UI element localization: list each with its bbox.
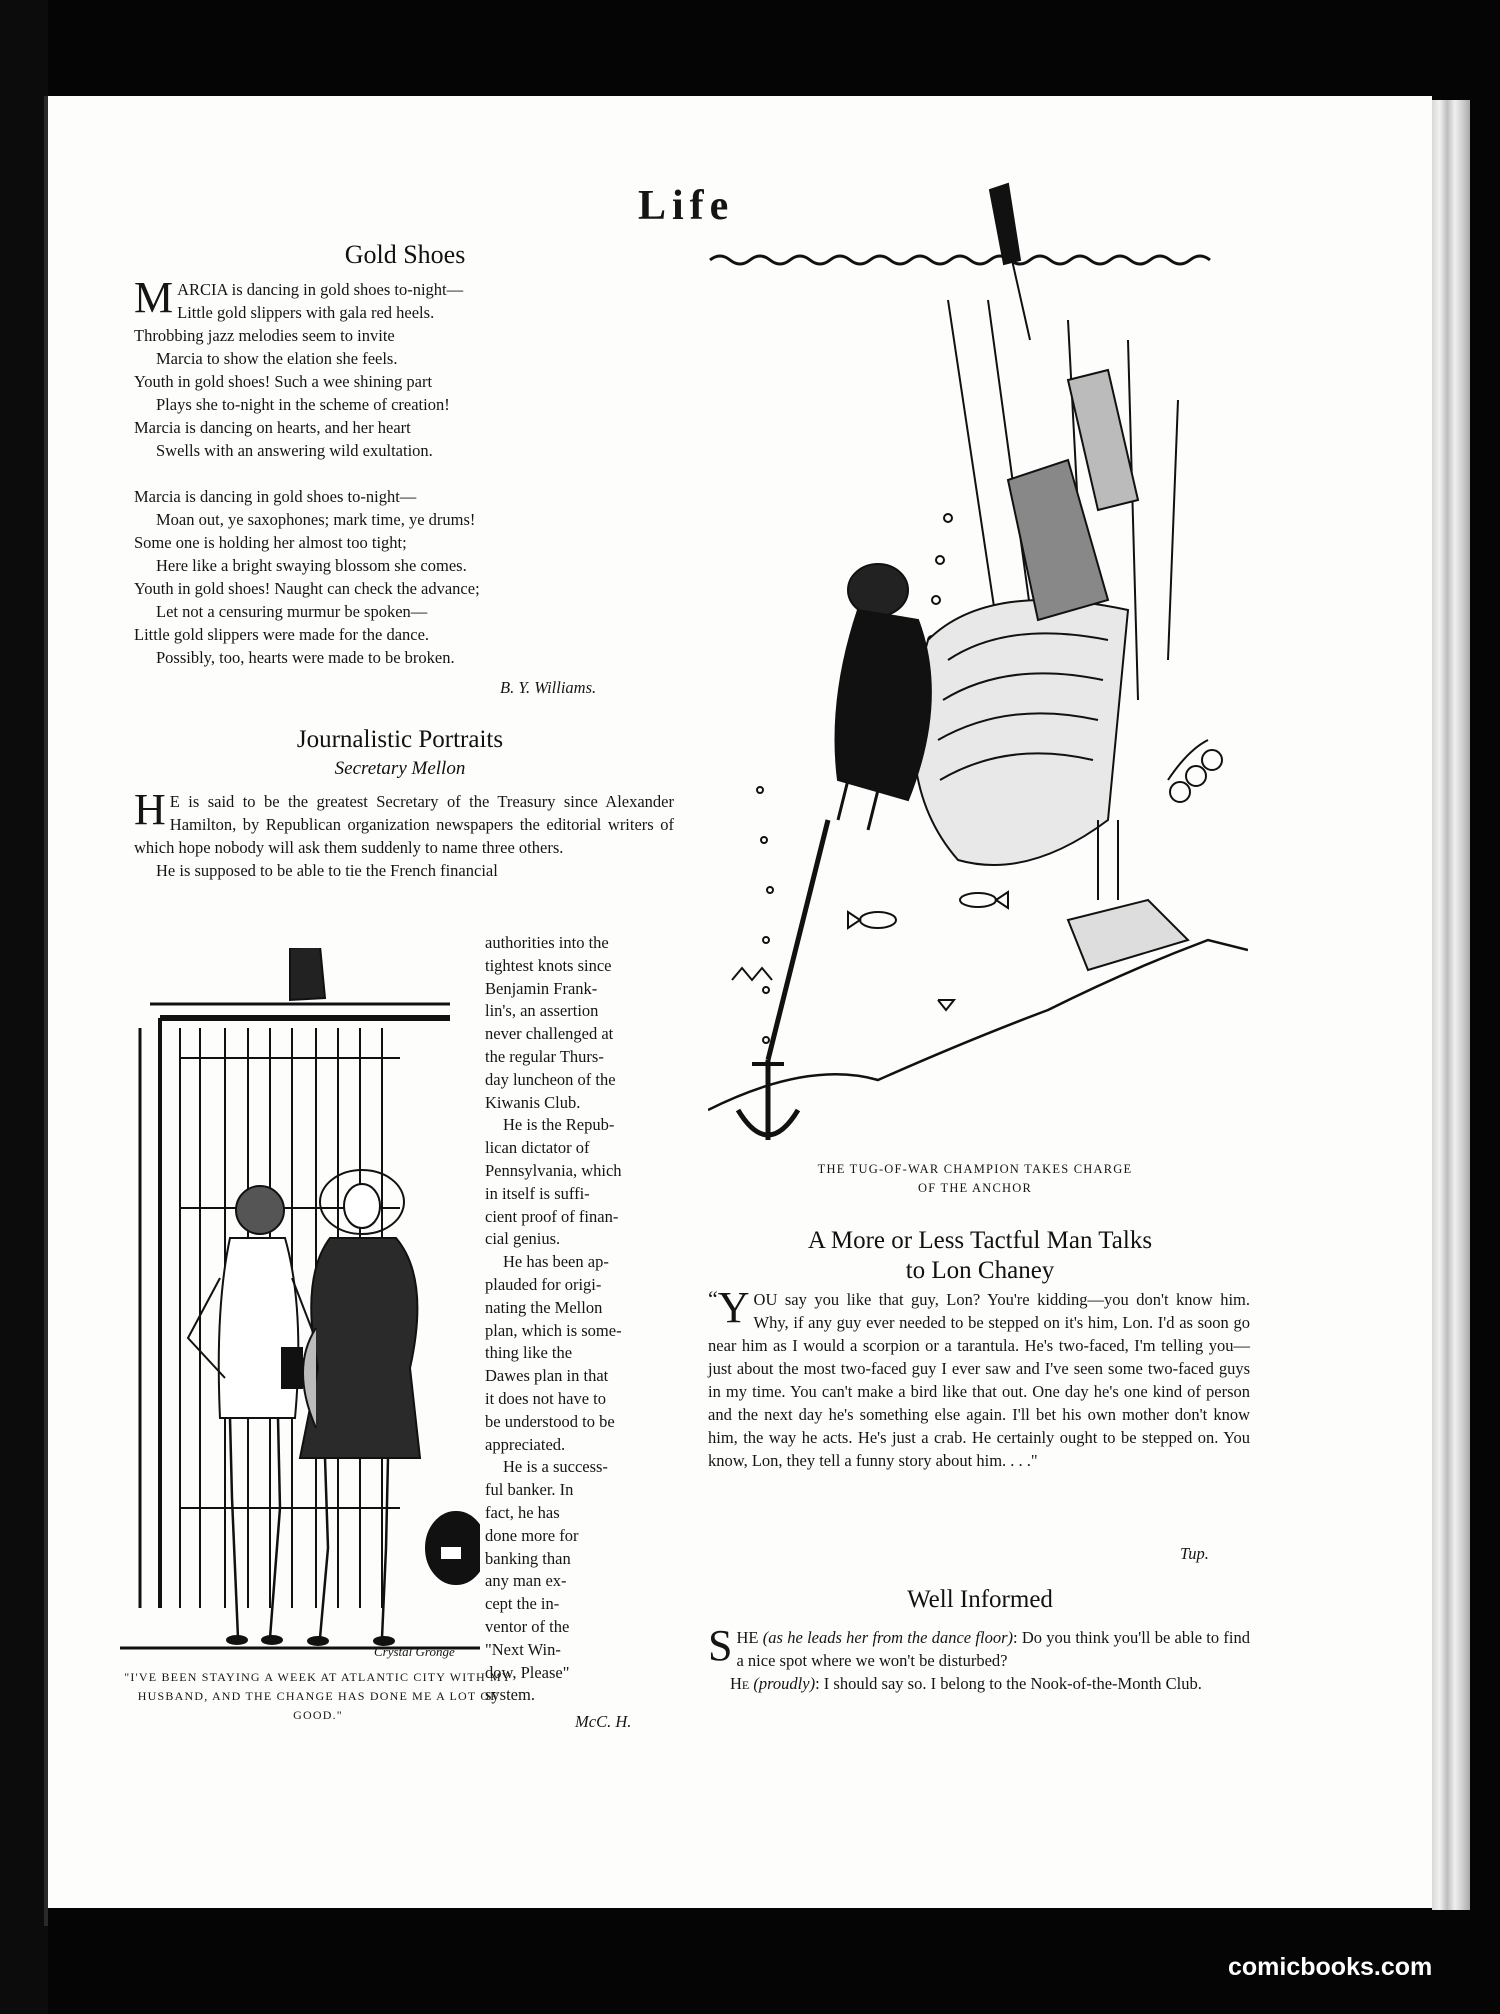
poem-line: Marcia is dancing in gold shoes to-night— [134, 487, 417, 506]
portraits-subtitle: Secretary Mellon [334, 758, 466, 779]
column-line: cial genius. [485, 1229, 561, 1249]
anchor-caption-line-1: THE TUG-OF-WAR CHAMPION TAKES CHARGE [817, 1162, 1133, 1176]
column-line: "Next Win- [485, 1639, 561, 1659]
column-line: any man ex- [485, 1571, 567, 1591]
poem-line: Let not a censuring murmur be spoken— [156, 602, 428, 621]
column-line: the regular Thurs- [485, 1046, 604, 1066]
chaney-author: Tup. [1180, 1544, 1209, 1563]
sidewalk-cartoon-caption: "I'VE BEEN STAYING A WEEK AT ATLANTIC CITY WITH MY HUSBAND, AND THE CHANGE HAS DONE ME A LOT OF GOOD." [124, 1670, 512, 1722]
anchor-cartoon-caption [740, 1160, 1210, 1198]
she-label: HE [736, 1628, 759, 1647]
chaney-text [708, 1283, 1250, 1472]
drop-cap-m: M [134, 273, 174, 322]
sidewalk-cartoon [120, 948, 480, 1658]
anchor-caption-line-2: OF THE ANCHOR [918, 1181, 1032, 1195]
column-line: day luncheon of the [485, 1069, 616, 1089]
open-quote: “ [708, 1286, 718, 1311]
cartoon-signature: Crystal Gronge [374, 1644, 455, 1659]
poem-line: Possibly, too, hearts were made to be broken. [156, 648, 455, 667]
portraits-title: Journalistic Portraits [296, 726, 504, 753]
portraits-author: McC. H. [575, 1712, 632, 1731]
anchor-cartoon [708, 180, 1248, 1148]
column-line: cept the in- [485, 1594, 560, 1614]
column-line: authorities into the [485, 933, 609, 952]
column-line: He has been ap- [503, 1252, 609, 1272]
gold-shoes-title: Gold Shoes [344, 240, 466, 269]
chaney-body: OU say you like that guy, Lon? You're kidding—you don't know him. Why, if any guy ever needed to be stepped on it's him, Lon. I'd as soon go near him as I would a scorpion or a tarantula. He's two-faced, I'm telling you—just about the most two-faced guy I ever saw and I've seen some two-faced guys in my time. You can't make a bird like that out. One day he's one kind of person and the next day he's something else again. I'll bet his own mother don't know him, the way he acts. He's just a crab. He certainly ought to be stepped on. You know, Lon, they tell a funny story about him. . . ." [708, 1290, 1250, 1470]
column-line: Dawes plan in that [485, 1366, 609, 1386]
he-stage-direction: (proudly) [753, 1674, 816, 1693]
poem-line: Plays she to-night in the scheme of creation! [156, 395, 450, 414]
column-line: dow, Please" [485, 1662, 570, 1682]
column-line: Benjamin Frank- [485, 978, 598, 998]
poem-line: Some one is holding her almost too tight; [134, 533, 407, 552]
gold-shoes-poem [134, 273, 694, 669]
column-line: appreciated. [485, 1434, 566, 1454]
portraits-para-1: E is said to be the greatest Secretary of the Treasury since Alexander Hamilton, by Republican organization newspapers the editorial writers of which hope nobody will ask them suddenly to name three others. [134, 792, 674, 857]
chaney-title-line-2: to Lon Chaney [905, 1257, 1055, 1284]
column-line: He is a success- [503, 1457, 608, 1477]
she-stage-direction: (as he leads her from the dance floor) [762, 1628, 1013, 1647]
he-label: He [730, 1674, 750, 1693]
column-line: Pennsylvania, which [485, 1160, 622, 1180]
portraits-para-2-lead: He is supposed to be able to tie the French financial [156, 861, 498, 880]
column-line: Kiwanis Club. [485, 1092, 581, 1112]
column-line: lican dictator of [485, 1138, 590, 1158]
poem-line: Marcia to show the elation she feels. [156, 349, 398, 368]
portraits-column [485, 932, 677, 1707]
column-line: plauded for origi- [485, 1274, 602, 1294]
column-line: plan, which is some- [485, 1320, 622, 1340]
poem-line: Swells with an answering wild exultation. [156, 441, 433, 460]
column-line: it does not have to [485, 1388, 606, 1408]
poem-line: Youth in gold shoes! Naught can check the advance; [134, 579, 480, 598]
column-line: ful banker. In [485, 1480, 574, 1500]
drop-cap-y: Y [717, 1283, 750, 1332]
poem-line: Moan out, ye saxophones; mark time, ye drums! [156, 510, 476, 529]
column-line: be understood to be [485, 1411, 615, 1431]
poem-line: Little gold slippers were made for the dance. [134, 625, 430, 644]
poem-line: Marcia is dancing on hearts, and her heart [134, 418, 411, 437]
poem-line: Little gold slippers with gala red heels. [177, 303, 435, 322]
drop-cap-s: S [708, 1621, 733, 1670]
poem-line: Throbbing jazz melodies seem to invite [134, 326, 395, 345]
column-line: done more for [485, 1525, 579, 1545]
column-line: nating the Mellon [485, 1297, 603, 1317]
page-stack-edge [1432, 100, 1470, 1910]
chaney-title [710, 1226, 1250, 1286]
he-line: : I should say so. I belong to the Nook-of-the-Month Club. [815, 1674, 1202, 1693]
gold-shoes-author: B. Y. Williams. [500, 678, 597, 697]
portraits-intro [134, 785, 674, 882]
she-line: : Do you think you'll be able to find a nice spot where we won't be disturbed? [736, 1628, 1250, 1670]
drop-cap-h: H [134, 785, 166, 834]
watermark: comicbooks.com [1228, 1953, 1433, 1981]
well-informed-text [708, 1621, 1250, 1695]
column-line: tightest knots since [485, 955, 612, 975]
poem-line: Here like a bright swaying blossom she comes. [156, 556, 467, 575]
column-line: never challenged at [485, 1024, 614, 1044]
column-line: He is the Repub- [503, 1115, 615, 1135]
column-line: banking than [485, 1548, 571, 1568]
poem-line: ARCIA is dancing in gold shoes to-night— [177, 280, 464, 299]
column-line: fact, he has [485, 1502, 560, 1522]
column-line: ventor of the [485, 1616, 570, 1636]
masthead-logo: Life [638, 183, 735, 229]
well-informed-title: Well Informed [907, 1586, 1053, 1613]
chaney-title-line-1: A More or Less Tactful Man Talks [807, 1227, 1153, 1254]
column-line: lin's, an assertion [485, 1001, 599, 1021]
column-line: thing like the [485, 1343, 573, 1363]
column-line: cient proof of finan- [485, 1206, 619, 1226]
poem-line: Youth in gold shoes! Such a wee shining part [134, 372, 433, 391]
book-spine-edge [0, 0, 48, 2014]
column-line: in itself is suffi- [485, 1183, 590, 1203]
column-line: system. [485, 1685, 535, 1705]
